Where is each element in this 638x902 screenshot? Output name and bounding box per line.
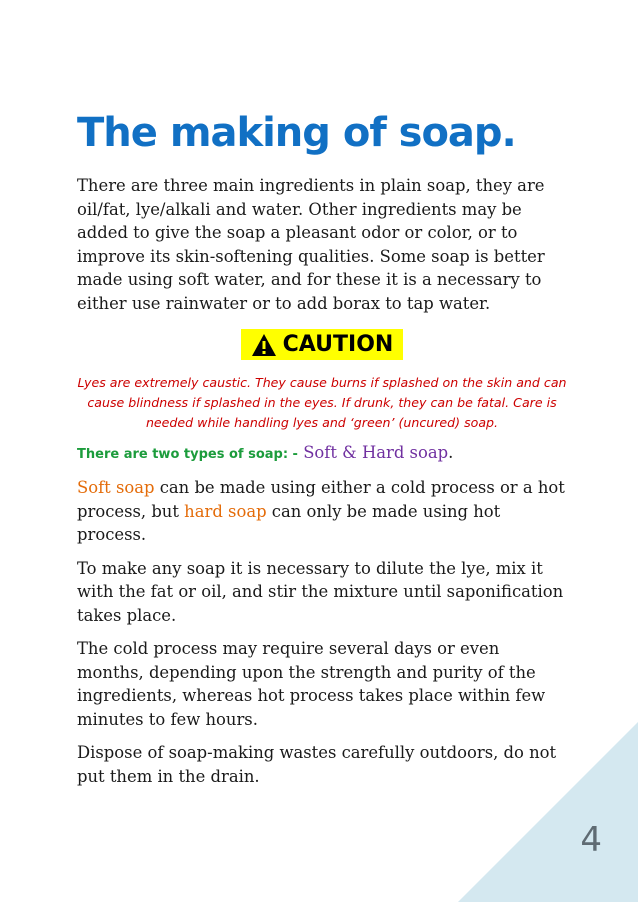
soap-types-line [77,441,567,467]
caution-banner [241,329,404,360]
caution-banner-wrapper [77,329,567,361]
dilution-paragraph: To make any soap it is necessary to dilute the lye, mix it with the fat or oil, and stir the mixture until saponification takes place. [77,558,564,625]
disposal-paragraph: Dispose of soap-making wastes carefully outdoors, do not put them in the drain. [77,743,557,786]
warning-triangle-icon [251,333,277,357]
page-title: The making of soap. [77,110,516,156]
soap-types-lead: There are two types of soap: - [77,446,298,462]
soap-types-value: Soft & Hard soap [303,442,449,462]
page-content [77,110,567,798]
intro-paragraph: There are three main ingredients in plain soap, they are oil/fat, lye/alkali and water. Other ingredients may be added to give the soap a pleasant odor or color, or to improve its skin-softening qualities. Some soap is better made using soft water, and for these it is a necessary to either use rainwater or to add borax to tap water. [77,176,545,313]
caution-label: CAUTION [282,332,394,357]
cold-process-paragraph: The cold process may require several days or even months, depending upon the strength and purity of the ingredients, whereas hot process takes place within few minutes to few hours. [77,639,546,729]
page-number: 4 [580,820,602,860]
soft-soap-term: Soft soap [77,478,155,497]
process-paragraph [77,476,567,547]
lye-warning-text: Lyes are extremely caustic. They cause burns if splashed on the skin and can cause blindness if splashed in the eyes. If drunk, they can be fatal. Care is needed while handling lyes and ‘green’ (uncured) soap. [77,374,567,430]
hard-soap-term: hard soap [184,501,267,521]
process-text-2: can only be made using hot process. [77,501,501,544]
process-text-1: can be made using either a cold process or a hot process, but [77,478,565,521]
soap-types-end: . [448,442,454,462]
